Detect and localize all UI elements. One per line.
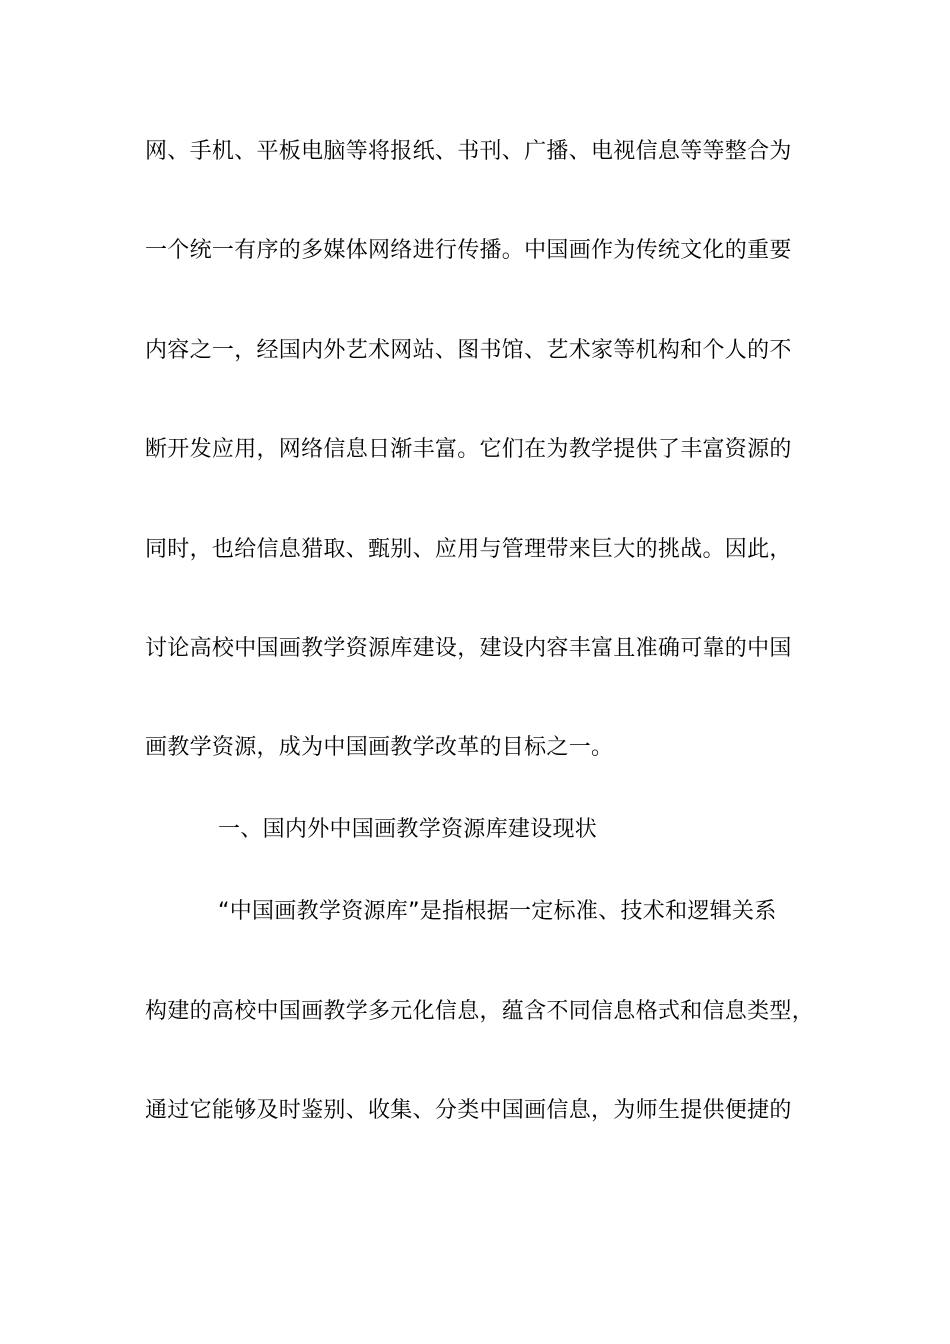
text-line: 内容之一，经国内外艺术网站、图书馆、艺术家等机构和个人的不 — [145, 338, 792, 363]
text-line: 通过它能够及时鉴别、收集、分类中国画信息，为师生提供便捷的 — [145, 1098, 792, 1123]
text-line: 断开发应用，网络信息日渐丰富。它们在为教学提供了丰富资源的 — [145, 437, 792, 462]
text-line: 画教学资源，成为中国画教学改革的目标之一。 — [145, 735, 614, 760]
text-line: “中国画教学资源库”是指根据一定标准、技术和逻辑关系 — [218, 899, 777, 924]
text-line: 讨论高校中国画教学资源库建设，建设内容丰富且准确可靠的中国 — [145, 636, 792, 661]
text-line: 网、手机、平板电脑等将报纸、书刊、广播、电视信息等等整合为 — [145, 139, 792, 164]
section-heading: 一、国内外中国画教学资源库建设现状 — [218, 817, 598, 842]
text-line: 构建的高校中国画教学多元化信息，蕴含不同信息格式和信息类型， — [145, 999, 815, 1024]
text-line: 同时，也给信息猎取、甄别、应用与管理带来巨大的挑战。因此， — [145, 537, 792, 562]
text-line: 一个统一有序的多媒体网络进行传播。中国画作为传统文化的重要 — [145, 238, 792, 263]
